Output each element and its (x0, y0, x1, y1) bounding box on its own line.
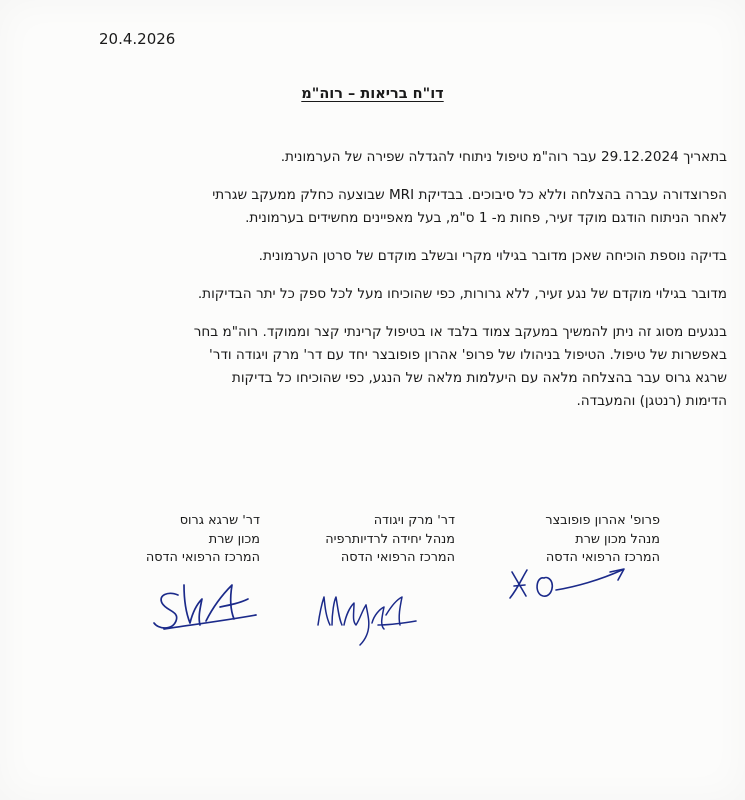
paragraph-4 (92, 283, 727, 306)
paragraph-line: שרגא גרוס עבר בהצלחה מלאה עם היעלמות מלאה של הנגע, כפי שהוכיחו כל בדיקות (231, 370, 727, 386)
document-title (0, 86, 745, 102)
signature-popovtzer (500, 560, 640, 610)
paragraph-line: לאחר הניתוח הודגם מוקד זעיר, פחות מ- 1 ס"מ, בעל מאפיינים מחשידים בערמונית. (245, 210, 727, 226)
document-body (92, 146, 727, 428)
signatory-role: מנהל מכון שרת (575, 531, 660, 547)
signatory-org: המרכז הרפואי הדסה (545, 550, 660, 565)
paragraph-line: באפשרות של טיפול. הטיפול בניהולו של פרופ' אהרון פופובצר יחד עם דר' מרק ויגודה ודר' (209, 347, 727, 363)
paragraph-line: מדובר בגילוי מוקדם של נגע זעיר, ללא גרורות, כפי שהוכיחו מעל לכל ספק כל יתר הבדיקות. (197, 286, 727, 302)
signatory-org: המרכז הרפואי הדסה (340, 550, 455, 565)
paragraph-5 (92, 321, 727, 413)
paragraph-2 (92, 184, 727, 230)
paragraph-3 (92, 245, 727, 268)
paragraph-line: הדימות (רנטגן) והמעבדה. (576, 393, 727, 409)
signatory-gross (146, 512, 260, 568)
signatory-role: מנהל יחידה לרדיותרפיה (325, 531, 455, 547)
signatory-name: דר' מרק ויגודה (373, 513, 455, 528)
paragraph-line: הפרוצדורה עברה בהצלחה וללא כל סיבוכים. בבדיקת MRI שבוצעה כחלק ממעקב שגרתי (212, 187, 727, 203)
paragraph-line: בנגעים מסוג זה ניתן להמשיך במעקב צמוד בלבד או בטיפול קרינתי קצר וממוקד. רוה"מ בחר (193, 324, 727, 340)
signature-gross (140, 575, 270, 645)
signatory-name: דר' שרגא גרוס (179, 513, 260, 528)
signatory-vigoda (325, 512, 455, 568)
signatory-role: מכון שרת (208, 531, 260, 547)
paragraph-line: בדיקה נוספת הוכיחה שאכן מדובר בגילוי מקרי ובשלב מוקדם של סרטן הערמונית. (258, 248, 727, 264)
signatory-name: פרופ' אהרון פופובצר (545, 513, 660, 528)
document-title-text: דו"ח בריאות – רוה"מ (301, 86, 444, 102)
paragraph-1 (92, 146, 727, 169)
document-date: 20.4.2026 (99, 30, 176, 48)
signature-vigoda (308, 585, 428, 655)
signatory-org: המרכז הרפואי הדסה (145, 550, 260, 565)
paragraph-line: בתאריך 29.12.2024 עבר רוה"מ טיפול ניתוחי להגדלה שפירה של הערמונית. (280, 149, 727, 165)
